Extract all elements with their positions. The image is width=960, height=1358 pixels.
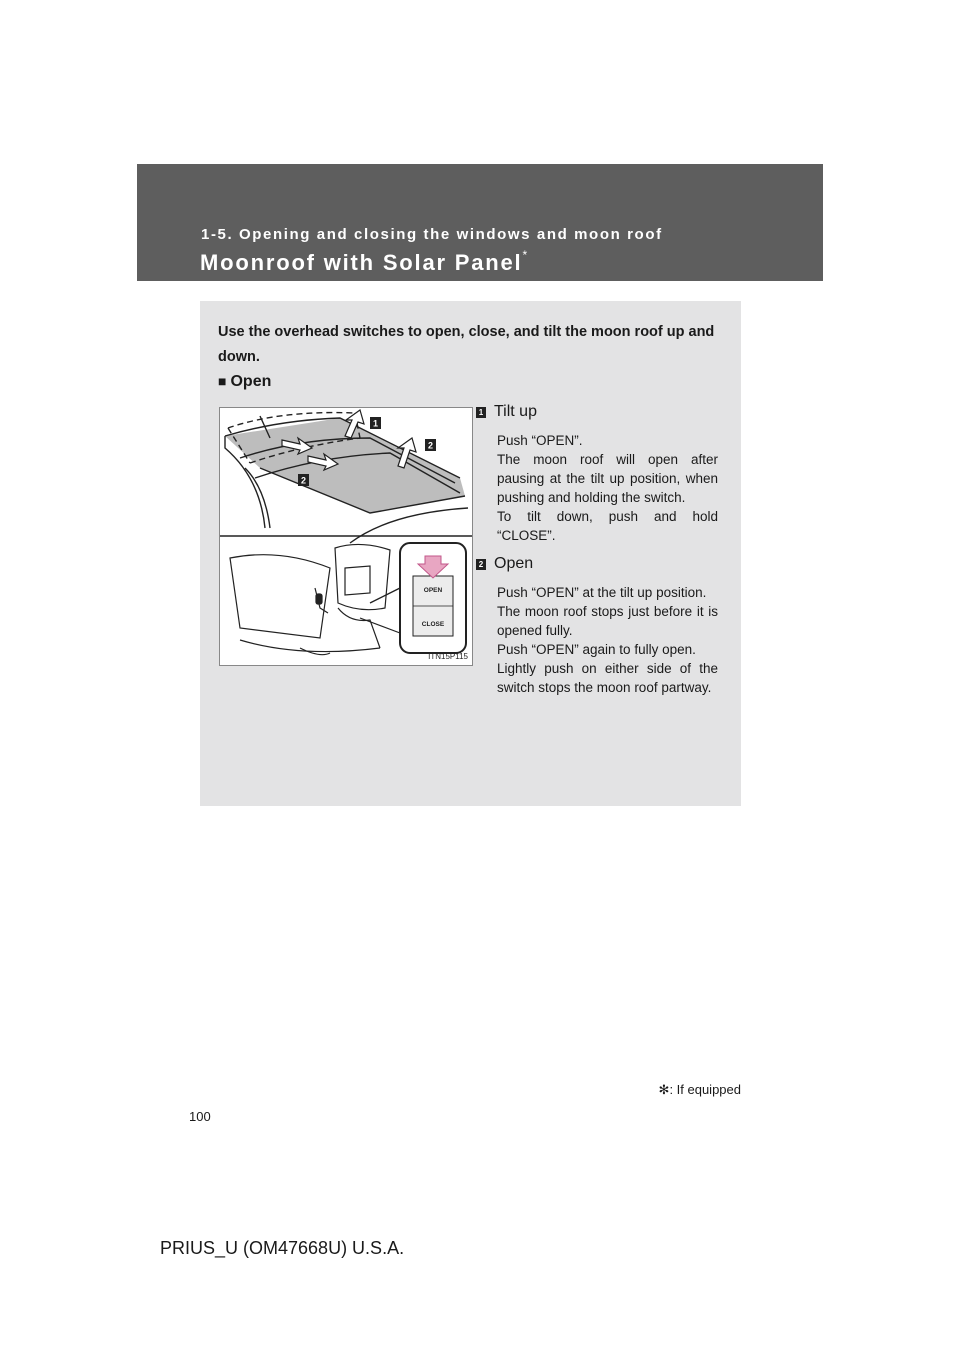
steps-list <box>476 401 718 705</box>
section-title: 1-5. Opening and closing the windows and moon roof <box>201 226 663 243</box>
equipped-asterisk: * <box>522 248 529 262</box>
step-tilt-up <box>476 401 718 545</box>
switch-close-label: CLOSE <box>421 621 445 628</box>
step-description <box>497 583 718 697</box>
figure-code: ITN15P115 <box>428 652 468 661</box>
page-title <box>200 250 529 276</box>
moonroof-diagram <box>220 408 472 665</box>
step-line: To tilt down, push and hold “CLOSE”. <box>497 509 718 543</box>
step-line: Push “OPEN” at the tilt up position. <box>497 585 707 600</box>
page-header <box>137 164 823 281</box>
callout-2: 2 <box>427 440 434 451</box>
moonroof-illustration <box>219 407 473 666</box>
content-panel <box>200 301 741 806</box>
subheading-open <box>218 373 271 391</box>
step-description <box>497 431 718 545</box>
callout-1: 1 <box>372 418 379 429</box>
asterisk-icon: ✻ <box>658 1082 670 1097</box>
switch-open-label: OPEN <box>423 587 443 594</box>
subheading-label: Open <box>230 373 272 390</box>
step-line: The moon roof will open after pausing at the tilt up position, when pushing and holding the switch. <box>497 452 718 505</box>
step-number-badge: 1 <box>476 407 486 418</box>
step-line: Push “OPEN”. <box>497 433 583 448</box>
step-open <box>476 553 718 697</box>
step-line: Lightly push on either side of the switch stops the moon roof partway. <box>497 661 718 695</box>
page-number: 100 <box>189 1109 211 1124</box>
square-bullet-icon: ■ <box>218 373 227 389</box>
footnote <box>659 1082 741 1098</box>
footnote-text: : If equipped <box>669 1082 741 1097</box>
intro-text: Use the overhead switches to open, close, and tilt the moon roof up and down. <box>218 324 715 365</box>
step-title: Open <box>494 555 534 572</box>
step-line: The moon roof stops just before it is opened fully. <box>497 604 718 638</box>
step-title: Tilt up <box>494 403 537 420</box>
step-number-badge: 2 <box>476 559 486 570</box>
switch-inset <box>370 543 466 653</box>
interior-view <box>230 544 400 654</box>
page-title-text: Moonroof with Solar Panel <box>200 250 523 275</box>
step-line: Push “OPEN” again to fully open. <box>497 642 696 657</box>
callout-2b: 2 <box>300 475 307 486</box>
document-id: PRIUS_U (OM47668U) U.S.A. <box>160 1238 405 1258</box>
